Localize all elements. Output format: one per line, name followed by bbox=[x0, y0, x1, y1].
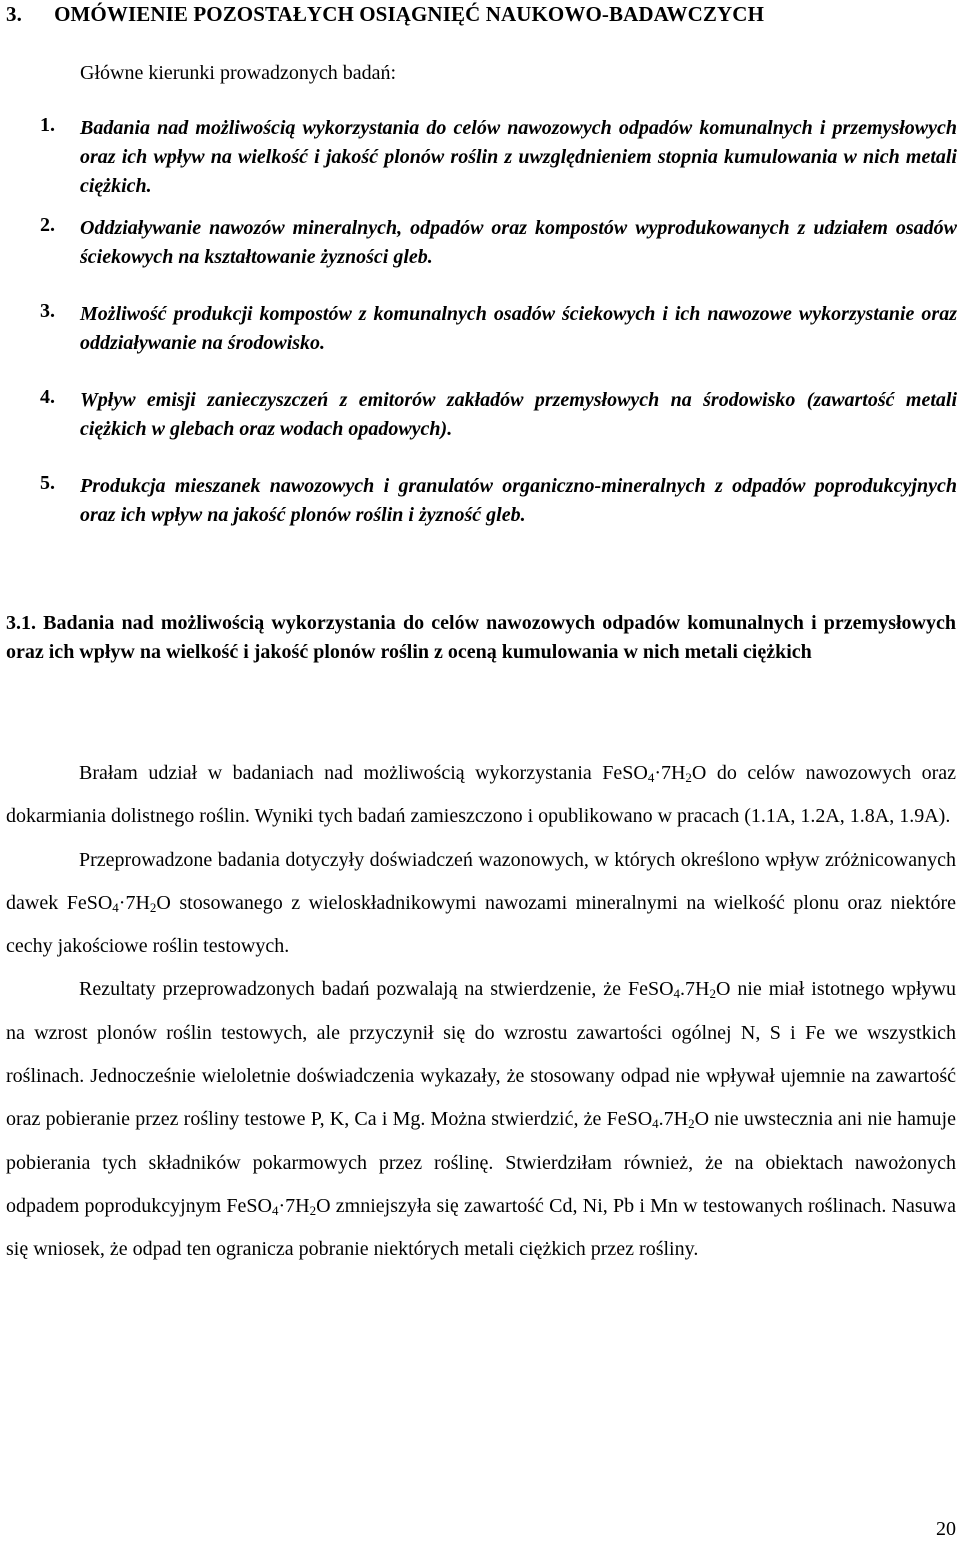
list-item-text: Oddziaływanie nawozów mineralnych, odpadów oraz kompostów wyprodukowanych z udziałem osadów ściekowych na kształtowanie żyzności gleb. bbox=[80, 217, 957, 268]
list-item-number: 3. bbox=[40, 300, 55, 322]
list-item bbox=[40, 386, 957, 444]
subsection-number: 3.1. bbox=[6, 612, 36, 634]
list-item-number: 4. bbox=[40, 386, 55, 408]
research-directions-intro: Główne kierunki prowadzonych badań: bbox=[80, 62, 397, 84]
list-item-text: Możliwość produkcji kompostów z komunalnych osadów ściekowych i ich nawozowe wykorzystanie oraz oddziaływanie na środowisko. bbox=[80, 303, 957, 354]
list-item-number: 2. bbox=[40, 214, 55, 236]
research-directions-list bbox=[40, 114, 957, 530]
list-item-number: 1. bbox=[40, 114, 55, 136]
list-item-text: Produkcja mieszanek nawozowych i granulatów organiczno-mineralnych z odpadów poprodukcyjnych oraz ich wpływ na jakość plonów roślin i żyzność gleb. bbox=[80, 475, 957, 526]
list-item-text: Badania nad możliwością wykorzystania do celów nawozowych odpadów komunalnych i przemysłowych oraz ich wpływ na wielkość i jakość plonów roślin z uwzględnieniem stopnia kumulowania w nich metali ciężkich. bbox=[80, 117, 957, 197]
subsection-heading bbox=[6, 609, 956, 667]
page-number: 20 bbox=[936, 1518, 956, 1540]
list-item-text: Wpływ emisji zanieczyszczeń z emitorów zakładów przemysłowych na środowisko (zawartość metali ciężkich w glebach oraz wodach opadowych). bbox=[80, 389, 957, 440]
list-item bbox=[40, 472, 957, 530]
paragraph: Brałam udział w badaniach nad możliwością wykorzystania $FeSO_4\cdot 7H_2O$ do celów nawozowych oraz dokarmiania dolistnego roślin. Wyniki tych badań zamieszczono i opublikowano w pracach (1.1A, 1.2A, 1.8A, 1.9A). bbox=[6, 762, 956, 828]
section-title: OMÓWIENIE POZOSTAŁYCH OSIĄGNIĘĆ NAUKOWO-BADAWCZYCH bbox=[54, 2, 764, 26]
paragraph: Przeprowadzone badania dotyczyły doświadczeń wazonowych, w których określono wpływ zróżnicowanych dawek $FeSO_4\cdot 7H_2O$ stosowanego z wieloskładnikowymi nawozami mineralnymi na wielkość plonu oraz niektóre cechy jakościowe roślin testowych. bbox=[6, 848, 956, 958]
body-text bbox=[6, 752, 956, 1272]
list-item bbox=[40, 214, 957, 272]
list-item-number: 5. bbox=[40, 472, 55, 494]
paragraph: Rezultaty przeprowadzonych badań pozwalają na stwierdzenie, że $FeSO_4.7H_2O$ nie miał istotnego wpływu na wzrost plonów roślin testowych, ale przyczynił się do wzrostu zawartości ogólnej N, S i Fe we wszystkich roślinach. Jednocześnie wieloletnie doświadczenia wykazały, że stosowany odpad nie wpływał ujemnie na zawartość oraz pobieranie przez rośliny testowe P, K, Ca i Mg. Można stwierdzić, że $FeSO_4.7H_2O$ nie uwstecznia ani nie hamuje pobierania tych składników pokarmowych przez roślinę. Stwierdziłam również, że na obiektach nawożonych odpadem poprodukcyjnym $FeSO_4\cdot 7H_2O$ zmniejszyła się zawartość Cd, Ni, Pb i Mn w testowanych roślinach. Nasuwa się wniosek, że odpad ten ogranicza pobranie niektórych metali ciężkich przez rośliny. bbox=[6, 978, 956, 1261]
section-number: 3. bbox=[6, 2, 22, 26]
section-heading bbox=[6, 2, 764, 27]
list-item bbox=[40, 300, 957, 358]
list-item bbox=[40, 114, 957, 201]
subsection-title: Badania nad możliwością wykorzystania do celów nawozowych odpadów komunalnych i przemysłowych oraz ich wpływ na wielkość i jakość plonów roślin z oceną kumulowania w nich metali ciężkich bbox=[6, 612, 957, 663]
